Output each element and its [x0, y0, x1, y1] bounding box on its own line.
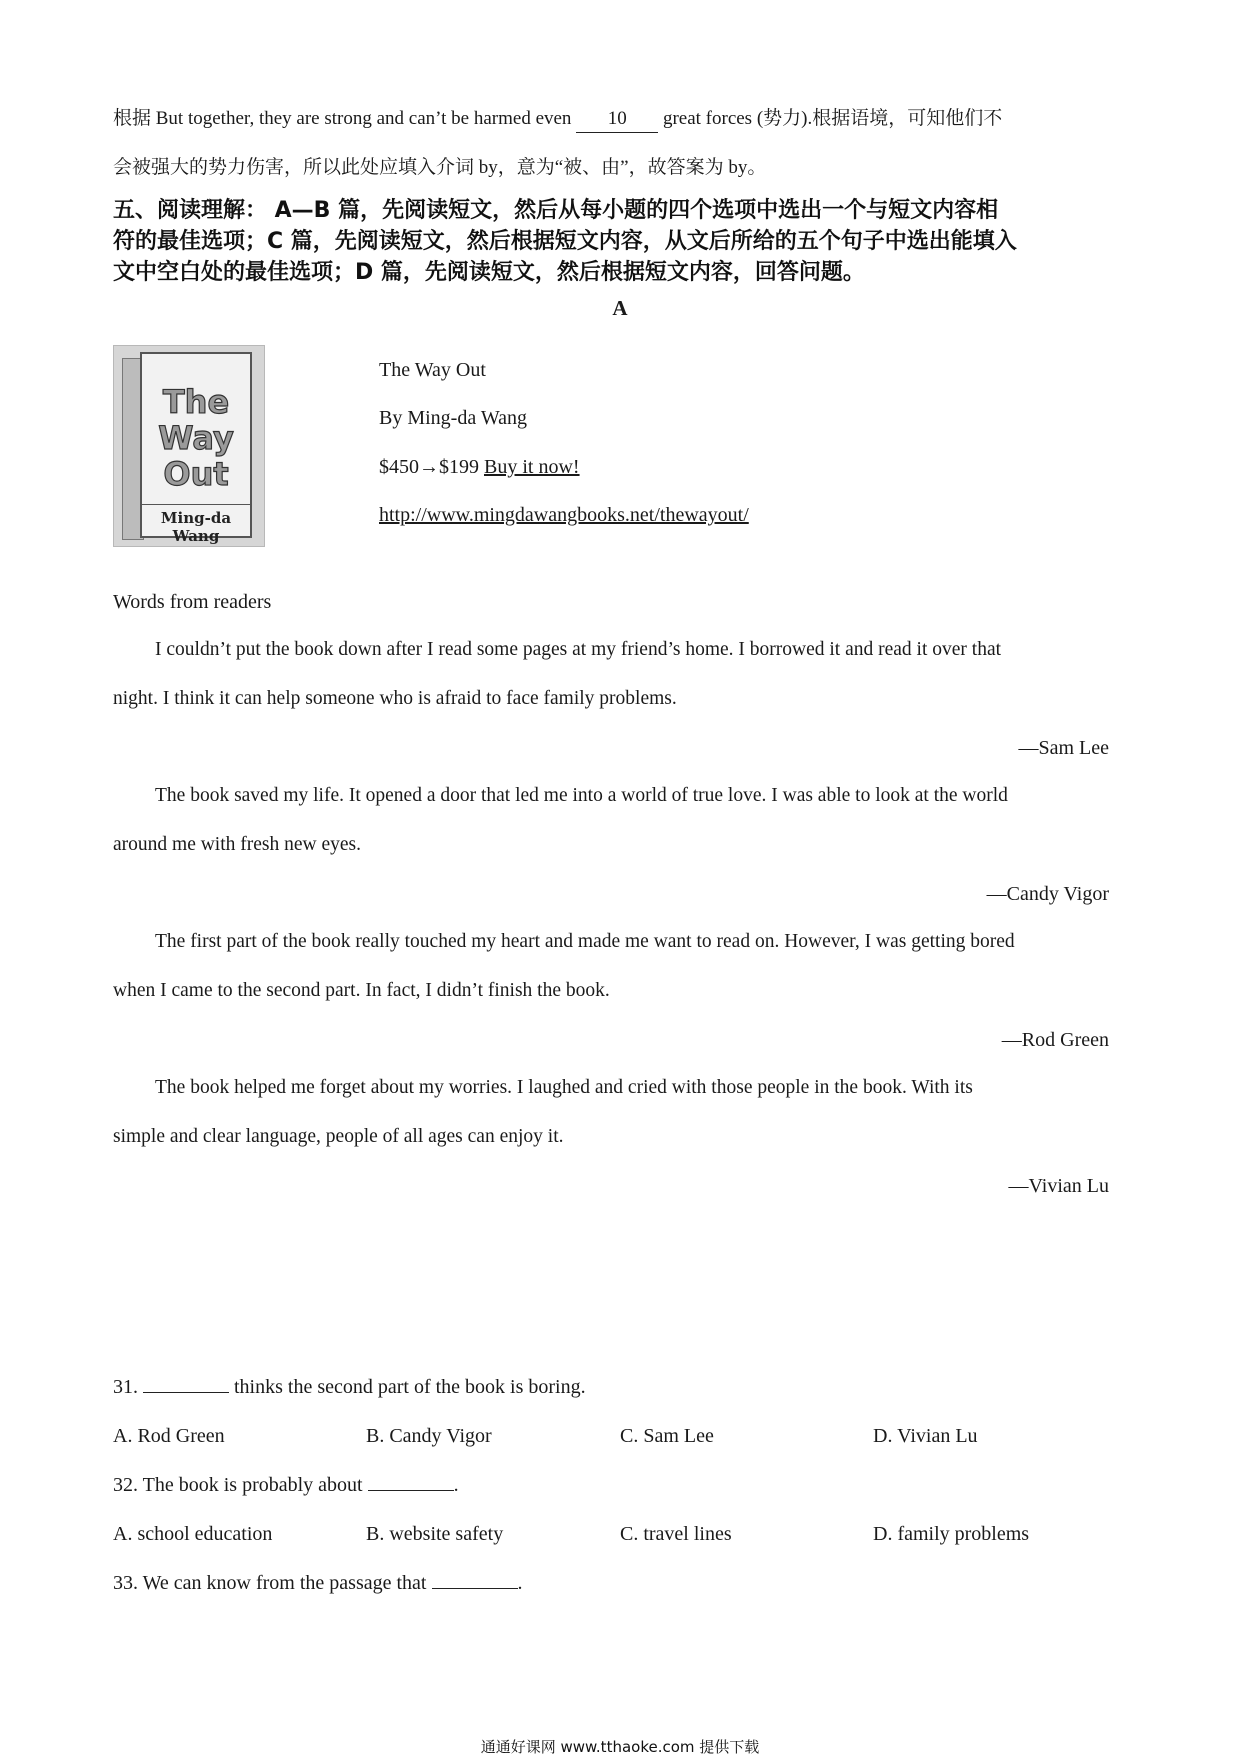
review-2-line-1: The book saved my life. It opened a door that led me into a world of true love. I was able to look at the world — [155, 785, 1008, 806]
review-3-line-1: The first part of the book really touched my heart and made me want to read on. However, I was getting bored — [155, 931, 1015, 952]
book-price-line — [379, 454, 580, 480]
book-icon — [122, 352, 254, 545]
cover-title-line-3: Out — [163, 455, 229, 493]
book-url-link[interactable]: http://www.mingdawangbooks.net/thewayout/ — [379, 504, 749, 526]
question-31-number: 31. — [113, 1376, 138, 1398]
cover-title — [142, 384, 250, 492]
readers-heading: Words from readers — [113, 591, 272, 613]
question-31-option-a[interactable]: A. Rod Green — [113, 1425, 225, 1447]
question-32-number: 32. — [113, 1474, 138, 1496]
review-4-line-2: simple and clear language, people of all ages can enjoy it. — [113, 1126, 564, 1147]
review-2-line-2: around me with fresh new eyes. — [113, 834, 362, 855]
question-32 — [113, 1472, 459, 1498]
question-32-option-b[interactable]: B. website safety — [366, 1523, 504, 1545]
review-4-author: —Vivian Lu — [1008, 1175, 1109, 1197]
question-31-option-b[interactable]: B. Candy Vigor — [366, 1425, 492, 1447]
section-heading-line-3: 文中空白处的最佳选项；D 篇，先阅读短文，然后根据短文内容，回答问题。 — [113, 260, 865, 285]
question-33-number: 33. — [113, 1572, 138, 1594]
buy-now-link[interactable]: Buy it now! — [484, 456, 580, 478]
book-title: The Way Out — [379, 359, 486, 381]
prev-answer-line-1 — [113, 106, 1002, 133]
question-31 — [113, 1374, 586, 1400]
review-3-author: —Rod Green — [1001, 1029, 1109, 1051]
question-33-end: . — [517, 1572, 523, 1594]
question-32-end: . — [453, 1474, 459, 1496]
cover-title-line-2: Way — [158, 419, 234, 457]
prev-answer-text-after: great forces (势力).根据语境，可知他们不 — [662, 108, 1003, 129]
question-32-text: The book is probably about — [142, 1474, 363, 1496]
book-front — [140, 352, 252, 545]
question-32-option-d[interactable]: D. family problems — [873, 1523, 1030, 1545]
passage-label: A — [612, 296, 628, 320]
review-2-author: —Candy Vigor — [986, 883, 1109, 905]
book-price: $450→$199 — [379, 456, 479, 478]
question-31-blank[interactable] — [143, 1392, 229, 1393]
review-1-line-1: I couldn’t put the book down after I read some pages at my friend’s home. I borrowed it and read it over that — [155, 639, 1002, 660]
prev-answer-line-2: 会被强大的势力伤害，所以此处应填入介词 by，意为“被、由”，故答案为 by。 — [113, 157, 767, 178]
question-33 — [113, 1570, 523, 1596]
question-32-option-a[interactable]: A. school education — [113, 1523, 273, 1545]
cover-title-line-1: The — [162, 383, 230, 421]
answer-blank-10: 10 — [576, 106, 658, 133]
review-3-line-2: when I came to the second part. In fact, I didn’t finish the book. — [113, 980, 610, 1001]
section-heading-line-1: 五、阅读理解： A—B 篇，先阅读短文，然后从每小题的四个选项中选出一个与短文内容相 — [113, 198, 999, 223]
question-31-text: thinks the second part of the book is boring. — [234, 1376, 586, 1398]
review-1-line-2: night. I think it can help someone who is afraid to face family problems. — [113, 688, 677, 709]
cover-author: Ming-da Wang — [142, 504, 250, 545]
review-4-line-1: The book helped me forget about my worries. I laughed and cried with those people in the book. With its — [155, 1077, 973, 1098]
review-1-author: —Sam Lee — [1018, 737, 1109, 759]
question-32-blank[interactable] — [368, 1490, 454, 1491]
section-heading-line-2: 符的最佳选项；C 篇，先阅读短文，然后根据短文内容，从文后所给的五个句子中选出能填入 — [113, 229, 1017, 254]
book-cover-image — [113, 345, 265, 547]
question-32-option-c[interactable]: C. travel lines — [620, 1523, 732, 1545]
book-author: By Ming-da Wang — [379, 407, 528, 429]
question-33-blank[interactable] — [432, 1588, 518, 1589]
page-footer: 通通好课网 www.tthaoke.com 提供下载 — [480, 1738, 760, 1756]
question-31-option-d[interactable]: D. Vivian Lu — [873, 1425, 978, 1447]
question-31-option-c[interactable]: C. Sam Lee — [620, 1425, 714, 1447]
prev-answer-text-before: 根据 But together, they are strong and can’t be harmed even — [113, 108, 572, 129]
question-33-text: We can know from the passage that — [142, 1572, 427, 1594]
